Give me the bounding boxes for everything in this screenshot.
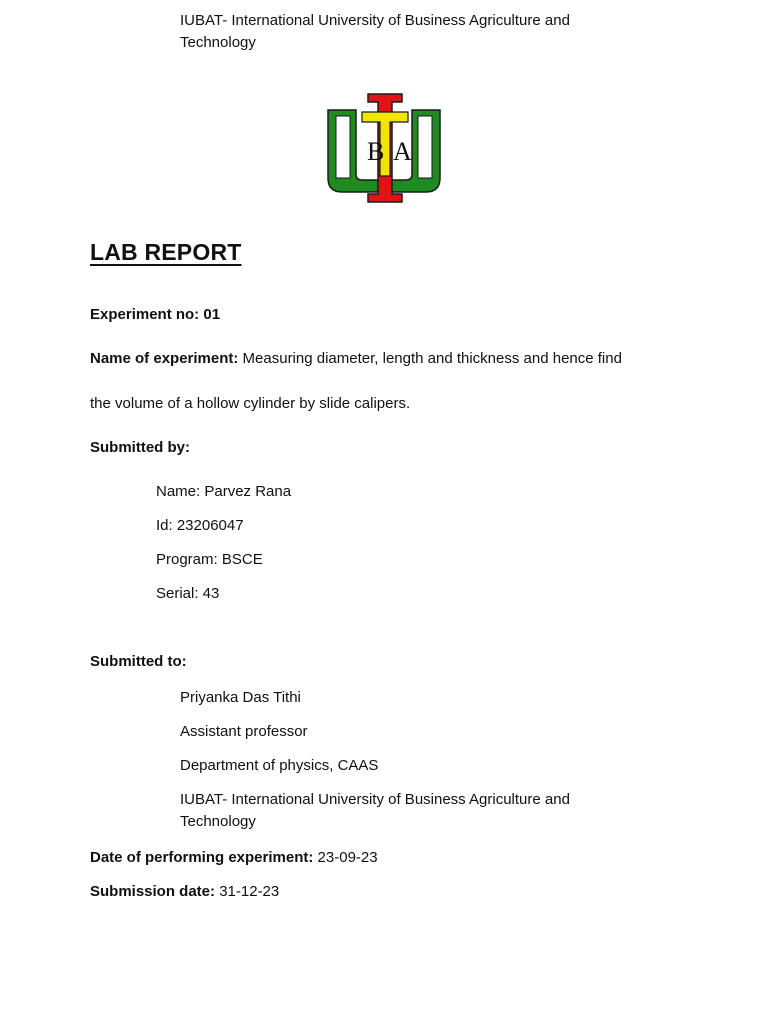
experiment-name-label: Name of experiment:: [90, 350, 239, 367]
submitted-to-label: Submitted to:: [90, 653, 187, 670]
experiment-name: [90, 348, 622, 370]
performing-date-label: Date of performing experiment:: [90, 849, 314, 866]
instructor-title: Assistant professor: [180, 723, 308, 740]
instructor-department: Department of physics, CAAS: [180, 757, 379, 774]
student-id: Id: 23206047: [156, 517, 244, 534]
logo-letter-b: B: [367, 137, 385, 166]
experiment-name-continued: the volume of a hollow cylinder by slide calipers.: [90, 395, 411, 412]
submission-date: [90, 881, 279, 903]
instructor-name: Priyanka Das Tithi: [180, 689, 301, 706]
logo-letter-a: A: [393, 137, 412, 166]
submission-date-value: 31-12-23: [215, 883, 280, 900]
report-title: LAB REPORT: [90, 239, 242, 265]
header-university-name: IUBAT- International University of Business Agriculture and Technology: [180, 12, 570, 51]
student-serial: Serial: 43: [156, 585, 220, 602]
submission-date-label: Submission date:: [90, 883, 216, 900]
iubat-logo: [326, 92, 442, 204]
experiment-number: Experiment no: 01: [90, 306, 221, 323]
instructor-university: IUBAT- International University of Business Agriculture and Technology: [180, 791, 570, 830]
student-name: Name: Parvez Rana: [156, 483, 292, 500]
submitted-by-label: Submitted by:: [90, 439, 190, 456]
performing-date-value: 23-09-23: [313, 849, 378, 866]
experiment-name-text: Measuring diameter, length and thickness and hence find: [238, 350, 622, 367]
student-program: Program: BSCE: [156, 551, 263, 568]
performing-date: [90, 847, 378, 869]
